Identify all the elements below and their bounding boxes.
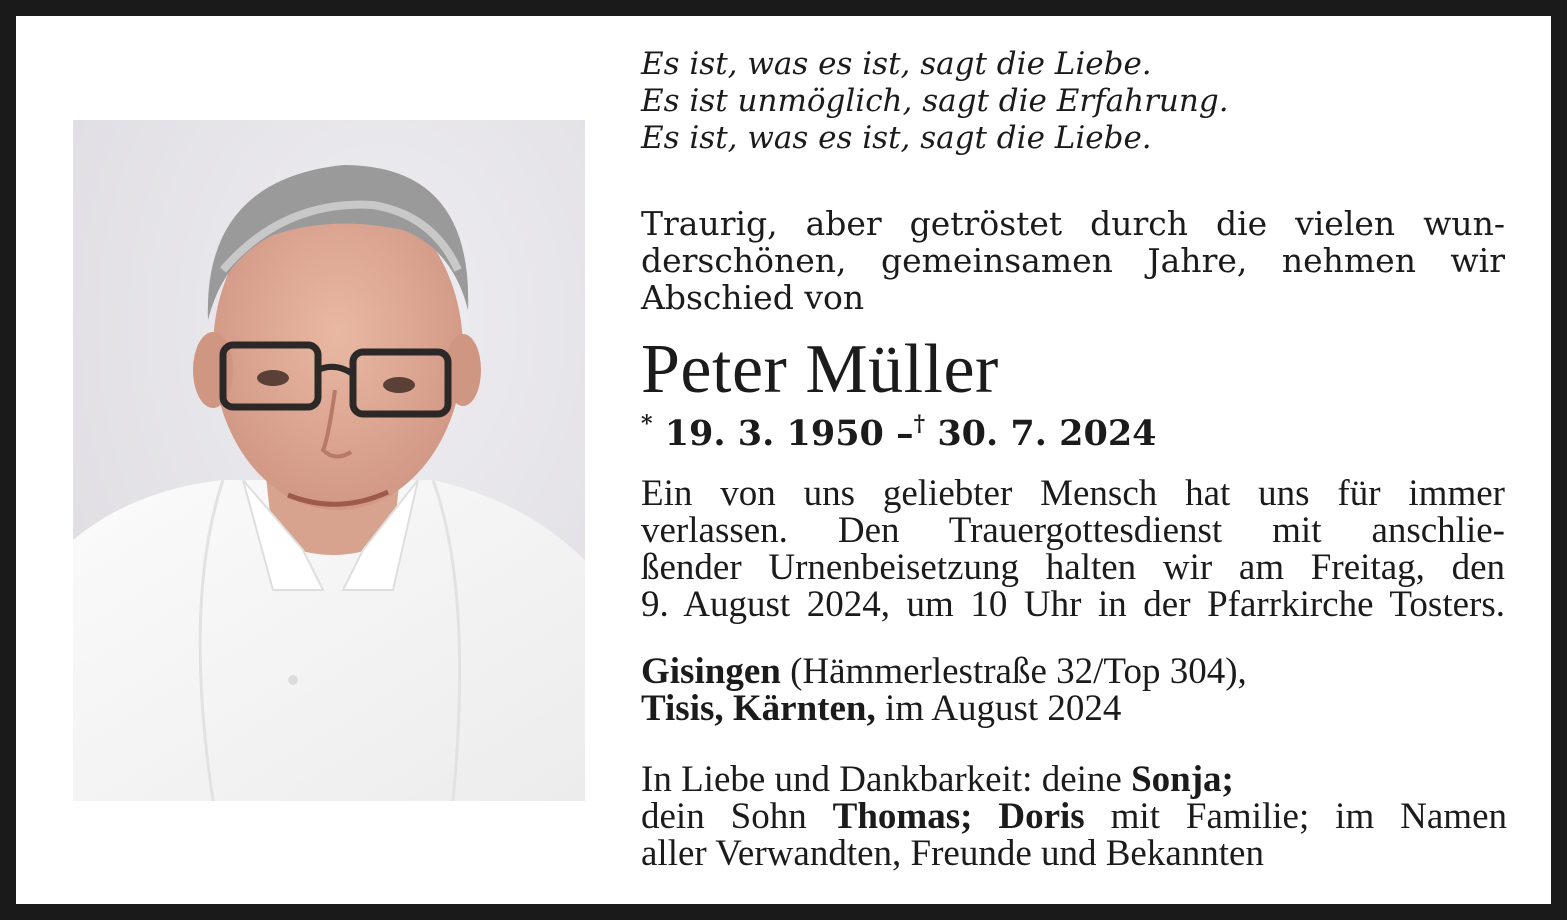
family-name-sonja: Sonja; <box>1131 759 1234 800</box>
notice-date: im August 2024 <box>875 688 1122 729</box>
epigraph-quote <box>641 46 1505 157</box>
message-line: verlassen. Den Trauergottesdienst mit anschlie- <box>641 510 1505 551</box>
town-tisis: Tisis, Kärnten, <box>641 688 876 729</box>
quote-line: Es ist, was es ist, sagt die Liebe. <box>641 120 1152 156</box>
place-line-2 <box>641 690 1505 727</box>
date-dash: – <box>896 413 914 454</box>
death-symbol: † <box>913 411 926 437</box>
family-text: dein Sohn <box>641 796 833 837</box>
message-line: Ein von uns geliebter Mensch hat uns für immer <box>641 473 1505 514</box>
town-gisingen: Gisingen <box>641 651 781 692</box>
family-line-1 <box>641 761 1505 798</box>
intro-line: derschönen, gemeinsamen Jahre, nehmen wir <box>641 241 1505 280</box>
quote-line: Es ist, was es ist, sagt die Liebe. <box>641 46 1152 82</box>
portrait-photo <box>73 120 585 801</box>
intro-line: Traurig, aber getröstet durch die vielen wun- <box>641 204 1505 243</box>
address: (Hämmerlestraße 32/Top 304), <box>780 651 1247 692</box>
place-and-date <box>641 653 1505 727</box>
message-line: 9. August 2024, um 10 Uhr in der Pfarrkirche Tosters. <box>641 584 1505 625</box>
intro-paragraph <box>641 205 1505 316</box>
notice-text-column <box>641 46 1508 874</box>
family-text: mit Familie; im Namen <box>1084 796 1508 837</box>
family-signature <box>641 759 1508 874</box>
message-line: ßender Urnenbeisetzung halten wir am Freitag, den <box>641 547 1505 588</box>
life-dates <box>641 412 1505 456</box>
place-line-1 <box>641 653 1505 690</box>
death-date: 30. 7. 2024 <box>937 413 1157 454</box>
deceased-name: Peter Müller <box>641 331 999 408</box>
family-name-thomas-doris: Thomas; Doris <box>832 796 1085 837</box>
family-line-3: aller Verwandten, Freunde und Bekannten <box>641 833 1264 874</box>
family-line-2 <box>641 798 1507 835</box>
birth-date: 19. 3. 1950 <box>664 413 884 454</box>
quote-line: Es ist unmöglich, sagt die Erfahrung. <box>641 83 1229 119</box>
intro-line: Abschied von <box>641 278 865 317</box>
funeral-message <box>641 475 1505 623</box>
birth-symbol: * <box>641 411 653 437</box>
family-text: In Liebe und Dankbarkeit: deine <box>641 759 1132 800</box>
